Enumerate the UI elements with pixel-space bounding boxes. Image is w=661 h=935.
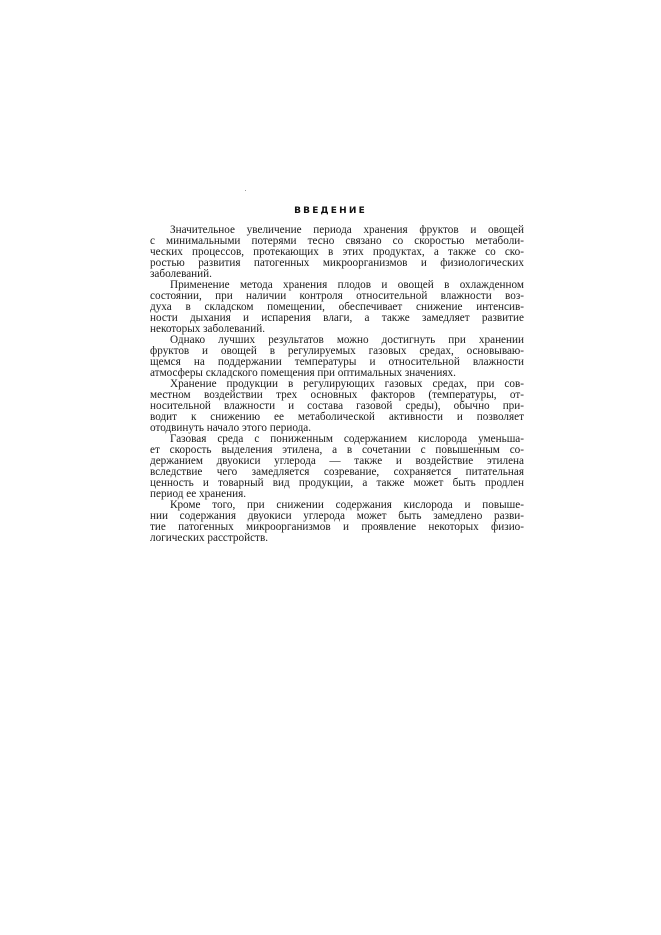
text-line: логических расстройств.: [150, 532, 269, 544]
paragraph: [150, 335, 524, 379]
text-line: фруктов и овощей в регулируемых газовых средах, основываю-: [150, 345, 524, 357]
paragraph: [150, 280, 524, 335]
text-line: ценность и товарный вид продукции, а также может быть продлен: [150, 477, 524, 489]
document-body: [150, 225, 524, 544]
text-line: Применение метода хранения плодов и овощей в охлажденном: [170, 279, 524, 291]
text-line: с минимальными потерями тесно связано со скоростью метаболи-: [150, 235, 524, 247]
paragraph: [150, 225, 524, 280]
text-line: держанием двуокиси углерода — также и воздействие этилена: [150, 455, 524, 467]
scan-speck: [245, 190, 246, 191]
text-line: вследствие чего замедляется созревание, сохраняется питательная: [150, 466, 524, 478]
text-line: Значительное увеличение периода хранения фруктов и овощей: [170, 224, 524, 236]
text-line: носительной влажности и состава газовой среды), обычно при-: [150, 400, 524, 412]
text-line: ческих процессов, протекающих в этих продуктах, а также со ско-: [150, 246, 524, 258]
text-line: нии содержания двуокиси углерода может быть замедлено разви-: [150, 510, 524, 522]
text-line: ростью развития патогенных микроорганизмов и физиологических: [150, 257, 524, 269]
paragraph: [150, 379, 524, 434]
text-line: заболеваний.: [150, 268, 212, 280]
text-line: тие патогенных микроорганизмов и проявление некоторых физио-: [150, 521, 524, 533]
text-line: Газовая среда с пониженным содержанием кислорода уменьша-: [170, 433, 524, 445]
text-line: состоянии, при наличии контроля относительной влажности воз-: [150, 290, 524, 302]
text-line: местном воздействии трех основных факторов (температуры, от-: [150, 389, 524, 401]
text-line: ет скорость выделения этилена, а в сочетании с повышенным со-: [150, 444, 524, 456]
text-line: отодвинуть начало этого периода.: [150, 422, 312, 434]
paragraph: [150, 500, 524, 544]
text-line: щемся на поддержании температуры и относительной влажности: [150, 356, 524, 368]
text-line: духа в складском помещении, обеспечивает снижение интенсив-: [150, 301, 524, 313]
text-line: некоторых заболеваний.: [150, 323, 266, 335]
text-line: Кроме того, при снижении содержания кислорода и повыше-: [170, 499, 524, 511]
text-line: Однако лучших результатов можно достигнуть при хранении: [170, 334, 524, 346]
text-line: атмосферы складского помещения при оптимальных значениях.: [150, 367, 456, 379]
text-line: Хранение продукции в регулирующих газовых средах, при сов-: [170, 378, 524, 390]
text-line: период ее хранения.: [150, 488, 247, 500]
paragraph: [150, 434, 524, 500]
section-heading: ВВЕДЕНИЕ: [294, 206, 367, 216]
text-line: водит к снижению ее метаболической активности и позволяет: [150, 411, 524, 423]
text-line: ности дыхания и испарения влаги, а также замедляет развитие: [150, 312, 524, 324]
